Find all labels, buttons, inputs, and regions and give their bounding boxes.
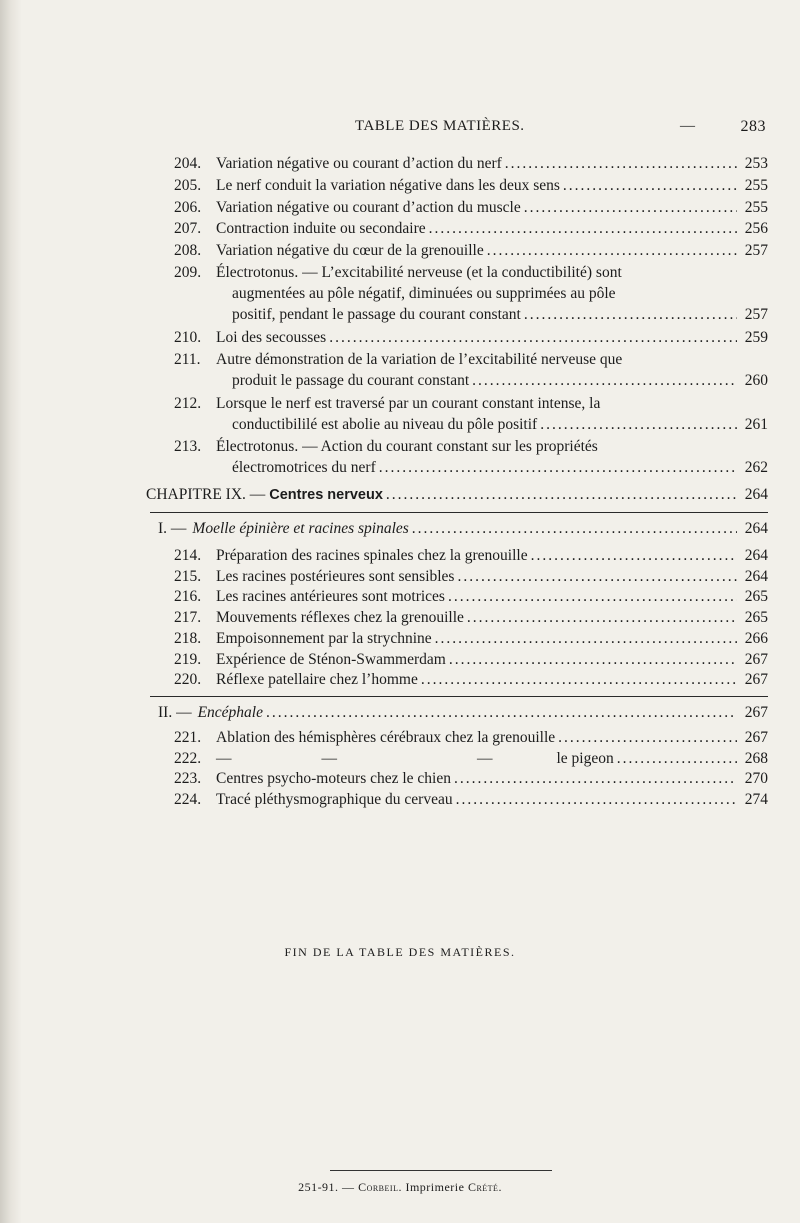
chapter-page: 264	[744, 486, 768, 503]
entry-text: Le nerf conduit la variation négative dans les deux sens	[216, 176, 560, 194]
entry-number: 221.	[174, 729, 202, 746]
entry-number: 205.	[174, 176, 202, 194]
divider	[150, 512, 768, 513]
header-dash: —	[680, 118, 696, 134]
entry-number: 218.	[174, 629, 202, 647]
entry-page: 267	[744, 671, 768, 689]
entry-number: 204.	[174, 155, 202, 172]
entry-text: Loi des secousses	[216, 329, 327, 347]
dot-leader	[435, 628, 737, 649]
entry-number: 212.	[174, 394, 202, 412]
toc-entry	[150, 262, 768, 325]
entry-text: Les racines postérieures sont sensibles	[216, 567, 455, 585]
section-page: 264	[744, 520, 768, 537]
entry-page: 264	[744, 547, 768, 564]
entry-text: Tracé pléthysmographique du cerveau	[216, 791, 453, 809]
toc-entry	[150, 327, 768, 348]
entry-text: Contraction induite ou secondaire	[216, 220, 426, 238]
toc-entry	[150, 436, 768, 478]
entry-number: 209.	[174, 264, 202, 281]
entry-page: 264	[744, 567, 768, 585]
entry-page: 274	[744, 791, 768, 809]
entry-text: le pigeon	[556, 749, 614, 767]
entry-page: 265	[744, 588, 768, 606]
footer-printer: Imprimerie	[405, 1180, 465, 1194]
footer-place: Corbeil.	[358, 1180, 402, 1194]
entry-page: 257	[744, 306, 768, 323]
entry-number: 215.	[174, 567, 202, 585]
entry-page: 265	[744, 609, 768, 627]
entry-number: 208.	[174, 242, 202, 260]
entry-text: Mouvements réflexes chez la grenouille	[216, 609, 464, 627]
entry-page: 267	[744, 729, 768, 746]
entry-page: 266	[744, 629, 768, 647]
ditto-mark: —	[321, 749, 337, 767]
footer-rule	[330, 1170, 552, 1171]
chapter-title: Centres nerveux	[269, 487, 383, 503]
entry-page: 253	[744, 155, 768, 172]
ditto-mark: —	[477, 749, 493, 767]
entry-number: 222.	[174, 749, 202, 767]
footer-name: Crété.	[467, 1180, 502, 1194]
entry-text: Électrotonus. — L’excitabilité nerveuse (et la conductibilité) sont	[216, 264, 622, 281]
dot-leader	[472, 370, 737, 391]
section-label: II. —	[158, 704, 192, 721]
page-title: TABLE DES MATIÈRES.	[355, 118, 525, 134]
entry-number: 224.	[174, 791, 202, 809]
entry-page: 255	[744, 176, 768, 194]
entry-number: 211.	[174, 351, 201, 369]
toc-entry	[150, 789, 768, 810]
dot-leader	[505, 153, 737, 174]
toc-entry	[150, 545, 768, 566]
toc-entry	[150, 218, 768, 239]
entry-text: produit le passage du courant constant	[232, 372, 470, 390]
entry-text: Les racines antérieures sont motrices	[216, 588, 445, 606]
entry-number: 217.	[174, 609, 202, 627]
toc-entry	[150, 566, 768, 587]
dot-leader	[329, 327, 737, 348]
entry-number: 210.	[174, 329, 202, 347]
entry-page: 268	[744, 749, 768, 767]
toc-entry	[150, 628, 768, 649]
entry-text: Centres psycho-moteurs chez le chien	[216, 770, 451, 788]
entry-page: 257	[744, 242, 768, 260]
dot-leader	[449, 649, 737, 670]
entry-text: Empoisonnement par la strychnine	[216, 629, 432, 647]
dot-leader	[467, 607, 737, 628]
entry-text: Variation négative ou courant d’action du nerf	[216, 155, 502, 172]
entry-number: 206.	[174, 198, 202, 216]
divider	[150, 696, 768, 697]
printer-footer	[0, 1180, 800, 1195]
entry-text: conductibililé est abolie au niveau du pôle positif	[232, 415, 538, 433]
toc-entry	[150, 175, 768, 196]
entry-page: 255	[744, 198, 768, 216]
dot-leader	[448, 586, 737, 607]
entry-number: 207.	[174, 220, 202, 238]
end-note: FIN DE LA TABLE DES MATIÈRES.	[284, 945, 516, 959]
entry-page: 270	[744, 770, 768, 788]
section-label: I. —	[158, 520, 187, 537]
entry-text: augmentées au pôle négatif, diminuées ou supprimées au pôle	[232, 285, 616, 302]
dot-leader	[524, 197, 737, 218]
entry-text: Électrotonus. — Action du courant constant sur les propriétés	[216, 438, 598, 456]
section-page: 267	[744, 704, 768, 721]
chapter-heading	[146, 486, 768, 504]
entry-text: Préparation des racines spinales chez la grenouille	[216, 547, 528, 564]
entry-text: Lorsque le nerf est traversé par un courant constant intense, la	[216, 394, 601, 412]
entry-text: électromotrices du nerf	[232, 459, 376, 477]
dot-leader	[531, 545, 737, 566]
dot-leader	[379, 457, 737, 478]
toc-entry	[150, 586, 768, 607]
entry-number: 213.	[174, 438, 202, 456]
dot-leader	[617, 748, 737, 769]
entry-text: positif, pendant le passage du courant constant	[232, 306, 521, 323]
dot-leader	[563, 175, 737, 196]
toc-entry	[150, 727, 768, 748]
dot-leader	[558, 727, 737, 748]
toc-entry	[150, 393, 768, 435]
toc-entry	[150, 748, 768, 769]
entry-number: 216.	[174, 588, 202, 606]
entry-number: 214.	[174, 547, 202, 564]
entry-number: 223.	[174, 770, 202, 788]
entry-text: Autre démonstration de la variation de l’excitabilité nerveuse que	[216, 351, 623, 369]
toc-entry	[150, 240, 768, 261]
entry-text: Expérience de Sténon-Swammerdam	[216, 650, 446, 668]
page-number: 283	[740, 118, 766, 135]
entry-number: 220.	[174, 671, 202, 689]
toc-entry	[150, 649, 768, 670]
section-title: Encéphale	[197, 704, 263, 721]
section-heading-1	[158, 520, 768, 538]
entry-text: Réflexe patellaire chez l’homme	[216, 671, 418, 689]
dot-leader	[457, 566, 737, 587]
dot-leader	[524, 304, 737, 325]
entry-text: Ablation des hémisphères cérébraux chez la grenouille	[216, 729, 556, 746]
toc-entry	[150, 768, 768, 789]
footer-code: 251-91. —	[298, 1180, 355, 1194]
section-title: Moelle épinière et racines spinales	[192, 520, 409, 537]
toc-entry	[150, 669, 768, 690]
toc-entry	[150, 607, 768, 628]
dot-leader	[540, 414, 737, 435]
entry-text: Variation négative du cœur de la grenouille	[216, 242, 484, 260]
toc-entry	[150, 197, 768, 218]
section-heading-2	[158, 704, 768, 722]
entry-page: 256	[744, 220, 768, 238]
running-header	[150, 118, 768, 140]
entry-page: 262	[744, 459, 768, 477]
entry-number: 219.	[174, 650, 202, 668]
entry-text: Variation négative ou courant d’action du muscle	[216, 198, 521, 216]
toc-entry	[150, 349, 768, 391]
dot-leader	[456, 789, 737, 810]
ditto-mark: —	[216, 749, 232, 767]
toc-entry	[150, 153, 768, 174]
dot-leader	[454, 768, 737, 789]
entry-page: 260	[744, 372, 768, 390]
dot-leader	[429, 218, 737, 239]
entry-page: 267	[744, 650, 768, 668]
dot-leader	[421, 669, 737, 690]
chapter-label: CHAPITRE IX. —	[146, 486, 266, 503]
entry-page: 259	[744, 329, 768, 347]
entry-page: 261	[744, 415, 768, 433]
dot-leader	[487, 240, 737, 261]
